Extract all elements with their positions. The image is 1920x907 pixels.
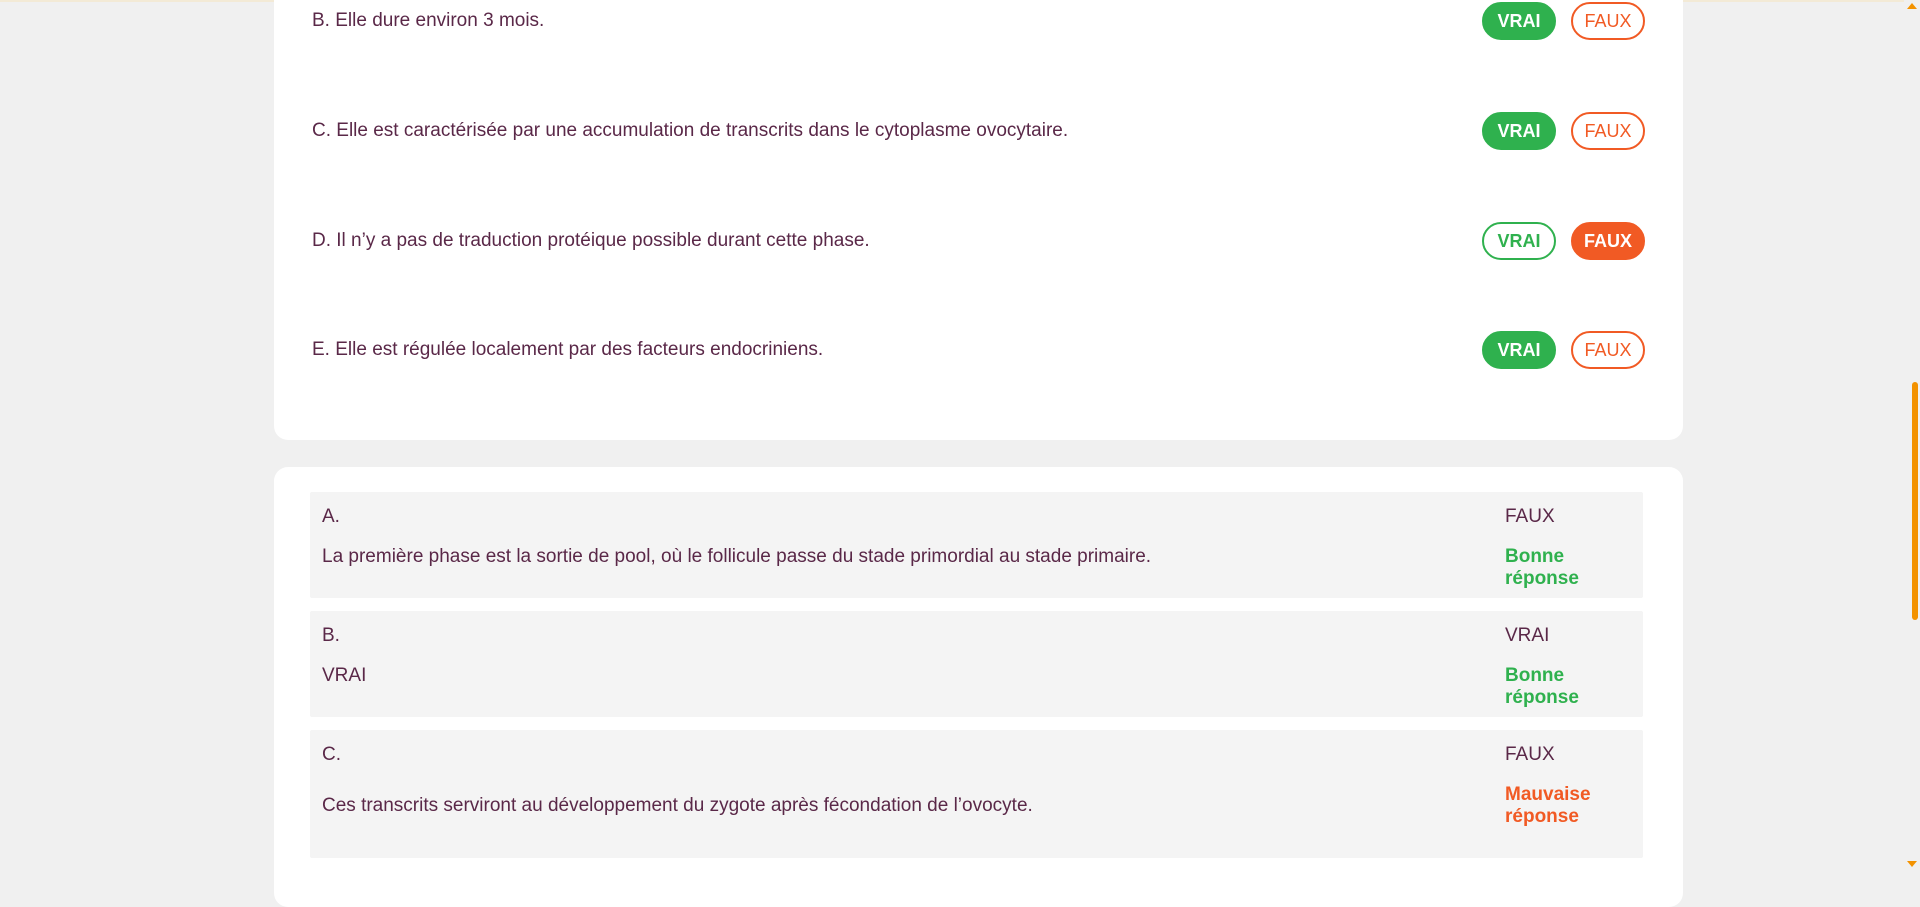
question-row-e [312,329,1645,371]
question-row-b [312,0,1645,42]
answer-toggle [1482,222,1645,260]
vrai-button[interactable]: VRAI [1482,112,1556,150]
question-text: B. Elle dure environ 3 mois. [312,10,545,31]
scroll-up-arrow-icon[interactable] [1907,3,1917,9]
correction-row-a [310,492,1643,598]
scrollbar-thumb[interactable] [1912,382,1918,620]
vrai-button[interactable]: VRAI [1482,222,1556,260]
correct-answer: FAUX [1505,744,1555,765]
correction-card [274,467,1683,907]
correction-explanation: Ces transcrits serviront au développement du zygote après fécondation de l’ovocyte. [322,795,1033,816]
correction-explanation: VRAI [322,665,367,686]
answer-toggle [1482,331,1645,369]
vrai-button[interactable]: VRAI [1482,2,1556,40]
scroll-down-arrow-icon[interactable] [1907,861,1917,867]
question-text: E. Elle est régulée localement par des facteurs endocriniens. [312,339,824,360]
faux-button[interactable]: FAUX [1571,2,1645,40]
answer-toggle [1482,2,1645,40]
correct-answer: FAUX [1505,506,1555,527]
faux-button[interactable]: FAUX [1571,331,1645,369]
correction-explanation: La première phase est la sortie de pool, où le follicule passe du stade primordial au stade primaire. [322,546,1152,567]
correction-letter: C. [322,744,341,765]
verdict-label: Bonne réponse [1505,546,1579,589]
faux-button[interactable]: FAUX [1571,222,1645,260]
verdict-label: Bonne réponse [1505,665,1579,708]
faux-button[interactable]: FAUX [1571,112,1645,150]
correction-row-c [310,730,1643,858]
correction-letter: B. [322,625,340,646]
correction-letter: A. [322,506,340,527]
correction-row-b [310,611,1643,717]
scrollbar[interactable] [1904,0,1920,870]
answer-toggle [1482,112,1645,150]
vrai-button[interactable]: VRAI [1482,331,1556,369]
question-row-d [312,220,1645,262]
question-card [274,0,1683,440]
question-text: C. Elle est caractérisée par une accumulation de transcrits dans le cytoplasme ovocytaire. [312,120,1069,141]
verdict-label: Mauvaise réponse [1505,784,1591,827]
question-text: D. Il n’y a pas de traduction protéique possible durant cette phase. [312,230,870,251]
question-row-c [312,110,1645,152]
correct-answer: VRAI [1505,625,1550,646]
